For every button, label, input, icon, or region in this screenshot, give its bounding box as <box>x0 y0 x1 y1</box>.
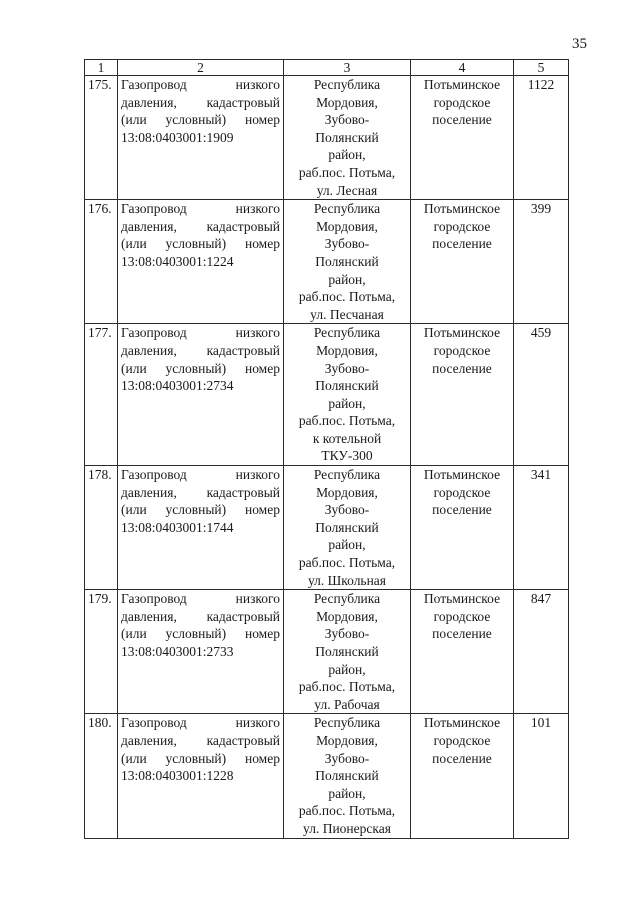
municipality-line: Потьминское <box>423 325 501 341</box>
object-name-cell <box>118 324 284 466</box>
object-name-line <box>121 342 280 360</box>
object-name-line <box>121 235 280 253</box>
municipality-line: городское <box>433 484 491 500</box>
table-row <box>85 324 569 466</box>
length-cell: 399 <box>514 200 569 324</box>
object-name-cell <box>118 200 284 324</box>
table-header-row <box>85 60 569 76</box>
object-name-line <box>121 360 280 378</box>
object-name-word: давления, <box>121 218 177 234</box>
address-line: ул. Школьная <box>307 572 387 588</box>
address-line: раб.пос. Потьма, <box>298 803 396 819</box>
table-row <box>85 200 569 324</box>
object-name-word: кадастровый <box>206 218 280 234</box>
address-line: Полянский <box>315 644 379 659</box>
address-cell <box>284 324 411 466</box>
object-name-line <box>121 750 280 768</box>
object-name-line <box>121 484 280 502</box>
object-name-word: Газопровод <box>121 325 187 341</box>
object-name-cell <box>118 714 284 838</box>
object-name-word: низкого <box>235 715 280 731</box>
address-line: Полянский <box>315 129 379 145</box>
municipality-line: поселение <box>432 626 492 642</box>
address-line: Мордовия, <box>316 608 378 624</box>
header-col-5: 5 <box>514 60 569 76</box>
municipality-line: поселение <box>432 236 492 252</box>
object-name-word: номер <box>244 236 280 252</box>
object-name-word: Газопровод <box>121 591 187 607</box>
address-line: Зубово- <box>324 750 370 766</box>
address-cell <box>284 466 411 590</box>
object-name-word: Газопровод <box>121 467 187 483</box>
object-name-word: низкого <box>235 325 280 341</box>
header-col-3: 3 <box>284 60 411 76</box>
row-number: 176. <box>85 200 118 324</box>
municipality-line: Потьминское <box>423 591 501 607</box>
object-name-line <box>121 76 280 94</box>
municipality-line: городское <box>433 218 491 234</box>
municipality-line: Потьминское <box>423 715 501 731</box>
object-name-word: (или <box>121 112 147 128</box>
page-number: 35 <box>572 36 587 52</box>
address-line: Мордовия, <box>316 484 378 500</box>
table-body <box>85 76 569 839</box>
object-name-line <box>121 200 280 218</box>
row-number: 177. <box>85 324 118 466</box>
object-name-word: давления, <box>121 342 177 358</box>
address-line: Полянский <box>315 253 379 269</box>
object-name-word: номер <box>244 360 280 376</box>
object-name-word: (или <box>121 360 147 376</box>
address-line: район, <box>328 395 366 411</box>
object-name-cell <box>118 590 284 714</box>
address-line: район, <box>328 147 366 163</box>
address-line: раб.пос. Потьма, <box>298 679 396 695</box>
object-name-word: условный) <box>165 360 227 376</box>
address-line: район, <box>328 785 366 801</box>
cadastral-number: 13:08:0403001:1228 <box>121 768 234 784</box>
cadastral-number: 13:08:0403001:2734 <box>121 378 234 394</box>
length-cell: 341 <box>514 466 569 590</box>
address-line: Республика <box>313 591 381 607</box>
header-col-2: 2 <box>118 60 284 76</box>
municipality-cell <box>411 324 514 466</box>
address-line: ул. Лесная <box>316 182 378 198</box>
municipality-cell <box>411 714 514 838</box>
row-number: 178. <box>85 466 118 590</box>
address-line: Республика <box>313 715 381 731</box>
municipality-line: поселение <box>432 502 492 518</box>
table-row <box>85 76 569 200</box>
municipality-line: Потьминское <box>423 77 501 92</box>
cadastral-number: 13:08:0403001:1909 <box>121 129 234 145</box>
object-name-word: условный) <box>165 626 227 642</box>
address-line: ТКУ-300 <box>321 448 373 464</box>
address-line: Республика <box>313 77 381 92</box>
address-line: ул. Рабочая <box>314 696 380 712</box>
object-name-line <box>121 324 280 342</box>
object-name-word: кадастровый <box>206 732 280 748</box>
object-name-line <box>121 714 280 732</box>
object-name-word: номер <box>244 112 280 128</box>
object-name-word: номер <box>244 502 280 518</box>
object-name-word: кадастровый <box>206 484 280 500</box>
object-name-word: давления, <box>121 484 177 500</box>
municipality-line: городское <box>433 608 491 624</box>
municipality-cell <box>411 76 514 200</box>
address-line: Зубово- <box>324 236 370 252</box>
row-number: 179. <box>85 590 118 714</box>
address-line: Полянский <box>315 768 379 784</box>
table-row <box>85 466 569 590</box>
address-line: к котельной <box>312 430 382 446</box>
address-line: раб.пос. Потьма, <box>298 413 396 429</box>
cadastral-number: 13:08:0403001:1744 <box>121 519 234 535</box>
address-line: Зубово- <box>324 112 370 128</box>
object-name-word: давления, <box>121 732 177 748</box>
address-cell <box>284 76 411 200</box>
object-name-word: низкого <box>235 591 280 607</box>
address-line: Зубово- <box>324 502 370 518</box>
municipality-cell <box>411 200 514 324</box>
address-line: Полянский <box>315 378 379 394</box>
address-cell <box>284 590 411 714</box>
header-col-4: 4 <box>411 60 514 76</box>
municipality-line: Потьминское <box>423 201 501 217</box>
object-name-line <box>121 466 280 484</box>
object-name-word: Газопровод <box>121 77 187 92</box>
object-name-word: условный) <box>165 236 227 252</box>
address-line: Зубово- <box>324 626 370 642</box>
object-name-word: кадастровый <box>206 608 280 624</box>
municipality-line: городское <box>433 732 491 748</box>
address-line: ул. Песчаная <box>310 306 384 322</box>
object-name-word: давления, <box>121 608 177 624</box>
cadastral-number: 13:08:0403001:1224 <box>121 253 234 269</box>
address-cell <box>284 714 411 838</box>
object-name-cell <box>118 76 284 200</box>
object-name-word: Газопровод <box>121 715 187 731</box>
object-name-word: условный) <box>165 750 227 766</box>
address-line: ул. Пионерская <box>303 820 391 836</box>
address-line: Мордовия, <box>316 732 378 748</box>
address-line: Мордовия, <box>316 218 378 234</box>
address-line: Мордовия, <box>316 94 378 110</box>
cadastral-number: 13:08:0403001:2733 <box>121 644 234 659</box>
object-name-word: (или <box>121 626 147 642</box>
address-line: район, <box>328 271 366 287</box>
address-line: Мордовия, <box>316 342 378 358</box>
object-name-word: кадастровый <box>206 342 280 358</box>
address-line: Полянский <box>315 519 379 535</box>
header-col-1: 1 <box>85 60 118 76</box>
table-row <box>85 590 569 714</box>
address-line: район, <box>328 537 366 553</box>
length-cell: 459 <box>514 324 569 466</box>
municipality-line: поселение <box>432 750 492 766</box>
object-name-word: (или <box>121 750 147 766</box>
object-name-line <box>121 94 280 112</box>
municipality-cell <box>411 466 514 590</box>
address-line: Республика <box>313 325 381 341</box>
municipality-line: Потьминское <box>423 467 501 483</box>
object-name-word: условный) <box>165 502 227 518</box>
municipality-line: поселение <box>432 360 492 376</box>
address-cell <box>284 200 411 324</box>
address-line: Зубово- <box>324 360 370 376</box>
object-name-word: номер <box>244 626 280 642</box>
object-name-line <box>121 732 280 750</box>
object-name-word: (или <box>121 502 147 518</box>
municipality-line: городское <box>433 342 491 358</box>
object-name-word: низкого <box>235 201 280 217</box>
table-row <box>85 714 569 838</box>
municipality-line: поселение <box>432 112 492 128</box>
object-name-line <box>121 625 280 643</box>
address-line: Республика <box>313 201 381 217</box>
object-name-word: низкого <box>235 467 280 483</box>
length-cell: 101 <box>514 714 569 838</box>
length-cell: 1122 <box>514 76 569 200</box>
object-name-line <box>121 590 280 608</box>
object-name-line <box>121 501 280 519</box>
object-name-word: номер <box>244 750 280 766</box>
gas-pipeline-registry-table <box>84 59 569 839</box>
object-name-word: условный) <box>165 112 227 128</box>
object-name-word: (или <box>121 236 147 252</box>
row-number: 180. <box>85 714 118 838</box>
length-cell: 847 <box>514 590 569 714</box>
object-name-line <box>121 218 280 236</box>
municipality-cell <box>411 590 514 714</box>
address-line: раб.пос. Потьма, <box>298 555 396 571</box>
address-line: раб.пос. Потьма, <box>298 164 396 180</box>
address-line: раб.пос. Потьма, <box>298 289 396 305</box>
object-name-line <box>121 111 280 129</box>
object-name-cell <box>118 466 284 590</box>
object-name-line <box>121 608 280 626</box>
address-line: Республика <box>313 467 381 483</box>
object-name-word: низкого <box>235 77 280 92</box>
row-number: 175. <box>85 76 118 200</box>
object-name-word: кадастровый <box>206 94 280 110</box>
address-line: район, <box>328 661 366 677</box>
object-name-word: Газопровод <box>121 201 187 217</box>
object-name-word: давления, <box>121 94 177 110</box>
municipality-line: городское <box>433 94 491 110</box>
